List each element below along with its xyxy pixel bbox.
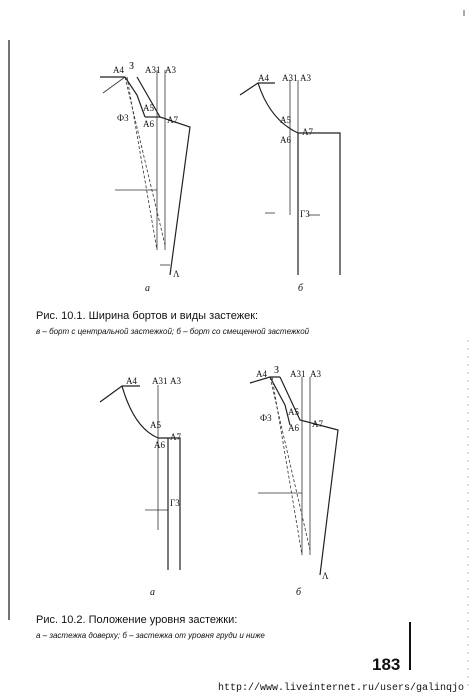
label-2a-g3: Г3 bbox=[170, 498, 180, 508]
label-2a-a31: A31 bbox=[152, 376, 168, 386]
label-b-a3: A3 bbox=[300, 73, 311, 83]
neckline-2a bbox=[100, 386, 140, 402]
label-a31: A31 bbox=[145, 65, 161, 75]
figure-10-2-panel-b bbox=[240, 365, 370, 590]
neckline bbox=[100, 77, 145, 117]
label-2b-a5: A5 bbox=[288, 407, 299, 417]
label-b-a7: A7 bbox=[302, 127, 313, 137]
label-a5: A5 bbox=[143, 103, 154, 113]
label-b-a6: A6 bbox=[280, 135, 291, 145]
label-2b-f3: Ф3 bbox=[260, 413, 272, 423]
label-b-a4: A4 bbox=[258, 73, 269, 83]
page-number-rule bbox=[405, 622, 415, 670]
label-z: З bbox=[129, 61, 135, 72]
label-2b-a7: A7 bbox=[312, 419, 323, 429]
label-a7: A7 bbox=[167, 115, 178, 125]
page-number: 183 bbox=[372, 655, 401, 674]
label-b-g3: Г3 bbox=[300, 209, 310, 219]
figure-10-1-panel-b bbox=[230, 65, 360, 285]
label-f3: Ф3 bbox=[117, 113, 129, 123]
fig1-caption-subtitle: в – борт с центральной застежкой; б – борт со смещенной застежкой bbox=[36, 327, 310, 336]
label-lambda: Λ bbox=[173, 269, 180, 279]
label-2a-a3: A3 bbox=[170, 376, 181, 386]
label-a3: A3 bbox=[165, 65, 176, 75]
fig2-caption-title: Рис. 10.2. Положение уровня застежки: bbox=[36, 614, 238, 626]
fig2-panel-b-label: б bbox=[296, 587, 302, 598]
fig1-panel-a-label: а bbox=[145, 283, 150, 294]
label-2b-lambda: Λ bbox=[322, 571, 329, 581]
footer-url[interactable]: http://www.liveinternet.ru/users/galinqjo bbox=[218, 683, 465, 694]
label-2a-a7: A7 bbox=[170, 432, 181, 442]
figure-10-2-panel-a bbox=[90, 370, 210, 585]
fig1-caption-title: Рис. 10.1. Ширина бортов и виды застежек: bbox=[36, 310, 259, 322]
fig1-panel-b-label: б bbox=[298, 283, 304, 294]
label-a4: A4 bbox=[113, 65, 124, 75]
label-2a-a4: A4 bbox=[126, 376, 137, 386]
label-2b-a3: A3 bbox=[310, 369, 321, 379]
figure-10-1-panel-a bbox=[85, 55, 215, 290]
label-2b-a4: A4 bbox=[256, 369, 267, 379]
label-2a-a5: A5 bbox=[150, 420, 161, 430]
fig2-panel-a-label: а bbox=[150, 587, 155, 598]
label-2b-a31: A31 bbox=[290, 369, 306, 379]
label-b-a31: A31 bbox=[282, 73, 298, 83]
scan-specks bbox=[450, 0, 474, 699]
neckline-b bbox=[240, 83, 275, 95]
label-b-a5: A5 bbox=[280, 115, 291, 125]
label-2b-a6: A6 bbox=[288, 423, 299, 433]
label-2b-z: З bbox=[274, 365, 280, 376]
fig2-caption-subtitle: а – застежка доверху; б – застежка от уровня груди и ниже bbox=[36, 631, 265, 640]
label-2a-a6: A6 bbox=[154, 440, 165, 450]
label-a6: A6 bbox=[143, 119, 154, 129]
binding-edge bbox=[0, 0, 20, 699]
